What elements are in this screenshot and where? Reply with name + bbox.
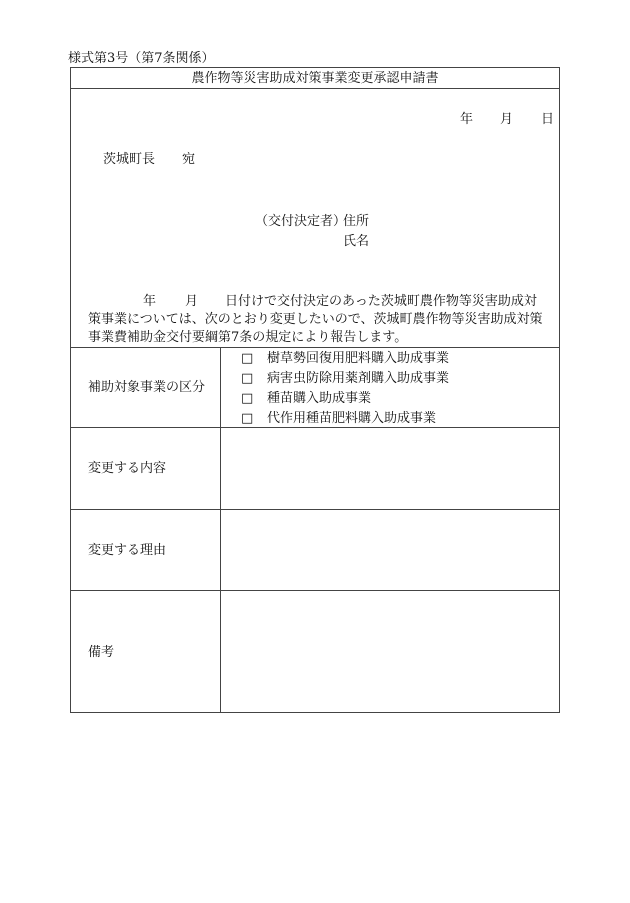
body-line-3: 事業費補助金交付要綱第7条の規定により報告します。 (88, 330, 408, 345)
category-label: 補助対象事業の区分 (88, 380, 206, 395)
category-option[interactable] (241, 412, 436, 425)
category-option[interactable] (241, 392, 371, 405)
body-year: 年 (143, 294, 157, 309)
option-label: 病害虫防除用薬剤購入助成事業 (267, 371, 450, 386)
checkbox-icon[interactable]: □ (241, 411, 254, 426)
checkbox-icon[interactable]: □ (241, 391, 254, 406)
addressee-name: 茨城町長 (103, 152, 156, 167)
option-label: 種苗購入助成事業 (267, 391, 372, 406)
table-border-right (559, 67, 560, 713)
content-label: 変更する内容 (88, 461, 167, 476)
form-number: 様式第3号（第7条関係） (68, 51, 215, 66)
body-month: 月 (185, 294, 199, 309)
checkbox-icon[interactable]: □ (241, 351, 254, 366)
category-option[interactable] (241, 352, 449, 365)
body-line-1: 日付けで交付決定のあった茨城町農作物等災害助成対 (225, 294, 537, 309)
remarks-label: 備考 (88, 645, 115, 660)
checkbox-icon[interactable]: □ (241, 371, 254, 386)
name-label: 氏名 (343, 234, 370, 249)
date-day: 日 (541, 112, 555, 127)
table-border-bottom (70, 712, 560, 713)
addressee-suffix: 宛 (182, 152, 196, 167)
table-border-left (70, 67, 71, 713)
category-option[interactable] (241, 372, 449, 385)
applicant-role: （交付決定者） (255, 214, 347, 229)
body-line-2: 策事業については、次のとおり変更したいので、茨城町農作物等災害助成対策 (88, 312, 543, 327)
divider (70, 88, 560, 89)
table-border-top (70, 67, 560, 68)
date-month: 月 (500, 112, 514, 127)
address-label: 住所 (343, 214, 370, 229)
date-year: 年 (460, 112, 474, 127)
option-label: 代作用種苗肥料購入助成事業 (267, 411, 437, 426)
option-label: 樹草勢回復用肥料購入助成事業 (267, 351, 450, 366)
reason-field[interactable] (221, 510, 559, 590)
reason-label: 変更する理由 (88, 543, 167, 558)
content-field[interactable] (221, 428, 559, 509)
form-title: 農作物等災害助成対策事業変更承認申請書 (191, 71, 439, 86)
remarks-field[interactable] (221, 591, 559, 712)
divider (70, 347, 560, 348)
